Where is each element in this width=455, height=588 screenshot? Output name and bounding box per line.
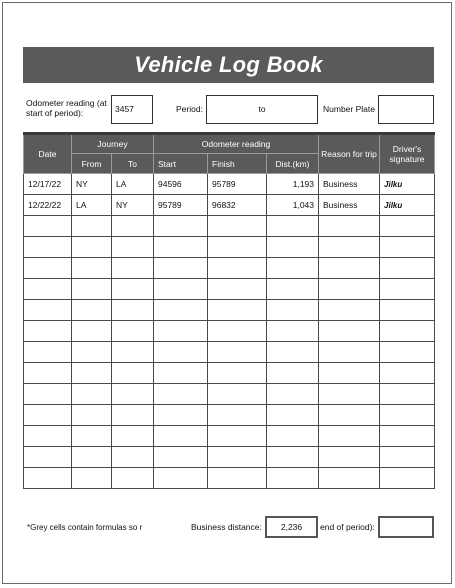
cell-start[interactable] [154, 300, 208, 321]
cell-from[interactable] [72, 300, 112, 321]
cell-from[interactable] [72, 447, 112, 468]
cell-reason[interactable] [319, 405, 380, 426]
cell-from[interactable] [72, 237, 112, 258]
cell-signature[interactable] [380, 216, 435, 237]
cell-date[interactable] [24, 279, 72, 300]
cell-start[interactable] [154, 447, 208, 468]
cell-reason[interactable] [319, 300, 380, 321]
cell-reason[interactable] [319, 258, 380, 279]
cell-finish[interactable]: 96832 [208, 195, 267, 216]
cell-signature[interactable]: Jilku [380, 174, 435, 195]
cell-to[interactable]: LA [112, 174, 154, 195]
cell-dist[interactable] [267, 216, 319, 237]
end-period-label: end of period): [320, 522, 375, 532]
cell-from[interactable] [72, 468, 112, 489]
cell-dist[interactable] [267, 384, 319, 405]
table-row [24, 195, 435, 216]
cell-to[interactable] [112, 426, 154, 447]
cell-dist[interactable] [267, 426, 319, 447]
odometer-start-label [26, 98, 107, 118]
header-reason: Reason for trip [319, 134, 380, 174]
cell-from[interactable] [72, 216, 112, 237]
cell-to[interactable]: NY [112, 195, 154, 216]
period-label: Period: [176, 104, 203, 114]
cell-finish[interactable] [208, 405, 267, 426]
cell-reason[interactable]: Business [319, 174, 380, 195]
header-from: From [72, 154, 112, 174]
cell-date[interactable] [24, 342, 72, 363]
cell-to[interactable] [112, 384, 154, 405]
cell-date[interactable] [24, 468, 72, 489]
cell-start[interactable] [154, 426, 208, 447]
header-signature [380, 134, 435, 174]
cell-finish[interactable] [208, 447, 267, 468]
header-finish: Finish [208, 154, 267, 174]
table-row [24, 321, 435, 342]
table-row [24, 384, 435, 405]
table-row [24, 363, 435, 384]
business-distance-label: Business distance: [191, 522, 262, 532]
cell-dist[interactable] [267, 279, 319, 300]
cell-finish[interactable] [208, 300, 267, 321]
cell-dist[interactable] [267, 300, 319, 321]
cell-finish[interactable] [208, 279, 267, 300]
cell-to[interactable] [112, 405, 154, 426]
cell-date[interactable] [24, 447, 72, 468]
cell-from[interactable] [72, 279, 112, 300]
cell-to[interactable] [112, 258, 154, 279]
table-row [24, 174, 435, 195]
cell-to[interactable] [112, 237, 154, 258]
table-row [24, 426, 435, 447]
cell-dist[interactable] [267, 237, 319, 258]
cell-from[interactable] [72, 342, 112, 363]
cell-signature[interactable] [380, 363, 435, 384]
formula-note: *Grey cells contain formulas so r [27, 523, 143, 532]
cell-date[interactable] [24, 384, 72, 405]
cell-signature[interactable] [380, 426, 435, 447]
cell-reason[interactable] [319, 321, 380, 342]
cell-start[interactable] [154, 258, 208, 279]
cell-finish[interactable] [208, 468, 267, 489]
cell-start[interactable] [154, 468, 208, 489]
cell-to[interactable] [112, 321, 154, 342]
cell-to[interactable] [112, 342, 154, 363]
odometer-start-field[interactable]: 3457 [111, 95, 153, 124]
cell-date[interactable] [24, 216, 72, 237]
table-row [24, 216, 435, 237]
table-row [24, 342, 435, 363]
cell-start[interactable] [154, 279, 208, 300]
header-odometer: Odometer reading [154, 134, 319, 154]
cell-finish[interactable] [208, 426, 267, 447]
cell-start[interactable] [154, 384, 208, 405]
cell-finish[interactable] [208, 321, 267, 342]
cell-dist[interactable] [267, 405, 319, 426]
cell-finish[interactable] [208, 216, 267, 237]
cell-from[interactable] [72, 363, 112, 384]
cell-date[interactable] [24, 405, 72, 426]
business-distance-field[interactable]: 2,236 [265, 516, 318, 538]
cell-dist[interactable]: 1,193 [267, 174, 319, 195]
page-title: Vehicle Log Book [23, 47, 434, 83]
cell-date[interactable] [24, 258, 72, 279]
cell-reason[interactable] [319, 279, 380, 300]
header-dist: Dist.(km) [267, 154, 319, 174]
cell-from[interactable] [72, 405, 112, 426]
cell-start[interactable]: 94596 [154, 174, 208, 195]
cell-start[interactable] [154, 405, 208, 426]
cell-finish[interactable] [208, 237, 267, 258]
period-to-text: to [258, 104, 266, 114]
cell-signature[interactable] [380, 279, 435, 300]
cell-from[interactable]: LA [72, 195, 112, 216]
cell-signature[interactable] [380, 447, 435, 468]
header-date: Date [24, 134, 72, 174]
header-signature-line1: Driver's [392, 144, 422, 154]
cell-to[interactable] [112, 447, 154, 468]
cell-from[interactable] [72, 426, 112, 447]
cell-reason[interactable] [319, 468, 380, 489]
cell-start[interactable] [154, 342, 208, 363]
cell-date[interactable]: 12/22/22 [24, 195, 72, 216]
cell-to[interactable] [112, 363, 154, 384]
cell-start[interactable]: 95789 [154, 195, 208, 216]
cell-signature[interactable] [380, 321, 435, 342]
cell-signature[interactable] [380, 384, 435, 405]
cell-start[interactable] [154, 363, 208, 384]
cell-finish[interactable] [208, 363, 267, 384]
cell-dist[interactable] [267, 342, 319, 363]
cell-to[interactable] [112, 468, 154, 489]
cell-signature[interactable] [380, 300, 435, 321]
cell-signature[interactable] [380, 468, 435, 489]
cell-finish[interactable]: 95789 [208, 174, 267, 195]
table-row [24, 300, 435, 321]
header-signature-line2: signature [389, 154, 425, 164]
cell-reason[interactable] [319, 447, 380, 468]
period-field[interactable] [206, 95, 318, 124]
cell-date[interactable] [24, 363, 72, 384]
cell-reason[interactable] [319, 216, 380, 237]
cell-date[interactable] [24, 426, 72, 447]
cell-dist[interactable] [267, 447, 319, 468]
header-to: To [112, 154, 154, 174]
log-table [23, 132, 435, 489]
cell-date[interactable]: 12/17/22 [24, 174, 72, 195]
cell-start[interactable] [154, 321, 208, 342]
cell-start[interactable] [154, 237, 208, 258]
cell-from[interactable] [72, 258, 112, 279]
table-row [24, 447, 435, 468]
cell-reason[interactable] [319, 426, 380, 447]
end-period-field[interactable] [378, 516, 434, 538]
cell-to[interactable] [112, 279, 154, 300]
cell-reason[interactable] [319, 237, 380, 258]
cell-signature[interactable] [380, 405, 435, 426]
cell-reason[interactable] [319, 384, 380, 405]
table-row [24, 405, 435, 426]
number-plate-field[interactable] [378, 95, 434, 124]
cell-reason[interactable] [319, 363, 380, 384]
cell-reason[interactable] [319, 342, 380, 363]
cell-to[interactable] [112, 216, 154, 237]
table-row [24, 279, 435, 300]
cell-signature[interactable] [380, 342, 435, 363]
log-table-body [24, 174, 435, 489]
cell-from[interactable]: NY [72, 174, 112, 195]
odometer-start-label-line1: Odometer reading (at [26, 98, 107, 108]
cell-date[interactable] [24, 321, 72, 342]
number-plate-label: Number Plate [323, 104, 375, 114]
cell-signature[interactable]: Jilku [380, 195, 435, 216]
table-row [24, 258, 435, 279]
cell-dist[interactable]: 1,043 [267, 195, 319, 216]
odometer-start-label-line2: start of period): [26, 108, 84, 118]
cell-from[interactable] [72, 321, 112, 342]
cell-to[interactable] [112, 300, 154, 321]
table-row [24, 237, 435, 258]
cell-finish[interactable] [208, 258, 267, 279]
cell-dist[interactable] [267, 363, 319, 384]
cell-date[interactable] [24, 300, 72, 321]
cell-finish[interactable] [208, 342, 267, 363]
cell-dist[interactable] [267, 468, 319, 489]
header-start: Start [154, 154, 208, 174]
table-row [24, 468, 435, 489]
cell-finish[interactable] [208, 384, 267, 405]
cell-date[interactable] [24, 237, 72, 258]
cell-signature[interactable] [380, 237, 435, 258]
cell-dist[interactable] [267, 321, 319, 342]
cell-dist[interactable] [267, 258, 319, 279]
cell-reason[interactable]: Business [319, 195, 380, 216]
cell-signature[interactable] [380, 258, 435, 279]
header-journey: Journey [72, 134, 154, 154]
cell-start[interactable] [154, 216, 208, 237]
cell-from[interactable] [72, 384, 112, 405]
